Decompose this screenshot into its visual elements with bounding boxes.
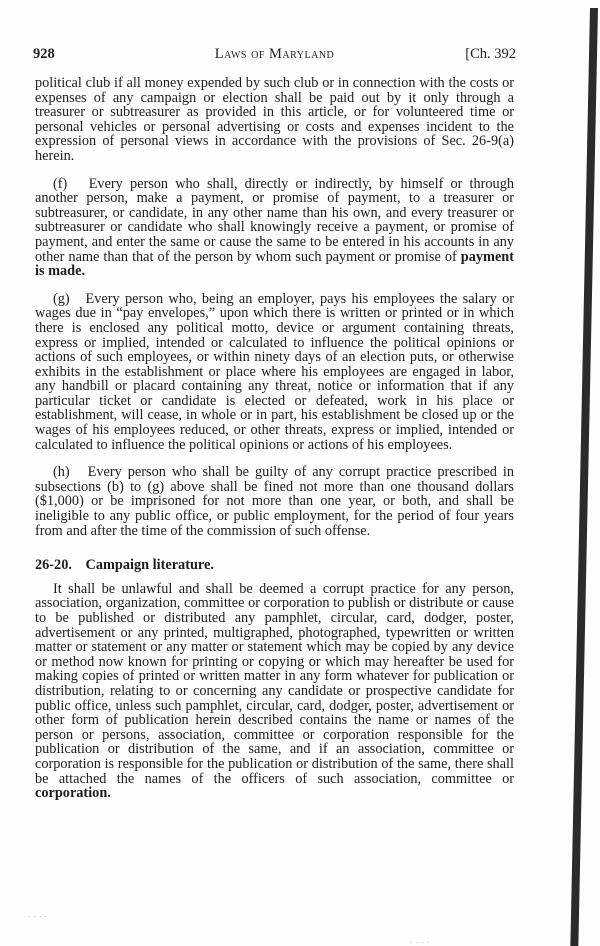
subsection-label: (g) <box>53 290 70 307</box>
paragraph-text-end: payment is made. <box>35 248 514 280</box>
paragraph-continuation <box>35 76 514 164</box>
paragraph-text: It shall be unlawful and shall be deemed a corrupt practice for any person, association, organization, committee or corporation to publish or distribute or cause to be published or distributed any pamphlet, circular, card, dodger, poster, advertisement or any printed, multigraphed, photographed, typewritten or written matter or statement or any matter or statement which may be copied by any device or method now known for printing or copying or which may hereafter be used for making copies of printed or written matter in any form whatever for publication or distribution, relating to or concerning any candidate or prospective candidate for public office, unless such pamphlet, circular, card, dodger, poster, advertisement or other form of publication herein described contains the name or names of the person or persons, association, committee or corporation responsible for the publication or distribution of the same, and if an association, committee or corporation is responsible for the publication or distribution of the same, there shall be attached the names of the officers of such association, committee or <box>35 580 514 787</box>
scan-artifact: .... <box>28 910 51 919</box>
paragraph-text: political club if all money expended by such club or in connection with the costs or expenses of any campaign or election shall be paid out by it only through a treasurer or subtreasurer as provided in this article, or for volunteered time or personal vehicles or personal advertising or costs and expenses incident to the expression of personal views in accordance with the provisions of Sec. 26-9(a) herein. <box>35 75 514 164</box>
page-number: 928 <box>33 46 55 62</box>
chapter-reference: [Ch. 392 <box>465 46 516 62</box>
paragraph-text: Every person who shall be guilty of any corrupt practice prescribed in subsections (b) to (g) above shall be fined not more than one thousand dollars ($1,000) or be imprisoned for not more than one year, or both, and shall be ineligible to any public office, or public employment, for the period of four years from and after the time of the commission of such offense. <box>35 464 514 539</box>
section-heading <box>35 558 514 573</box>
section-title: Campaign literature. <box>85 557 214 574</box>
paragraph-text: Every person who, being an employer, pays his employees the salary or wages due in “pay envelopes,” upon which there is written or printed or in which there is enclosed any political motto, device or argument containing threats, express or implied, intended or calculated to influence the political opinions or actions of such employees, or within ninety days of an election puts, or otherwise exhibits in the establishment or place where his employees are engaged in labor, any handbill or placard containing any threat, notice or information that if any particular ticket or candidate is elected or defeated, work in his place or establishment, will cease, in whole or in part, his establishment be closed up or the wages of his employees reduced, or other threats, express or implied, intended or calculated to influence the political opinions or actions of his employees. <box>35 290 514 453</box>
section-number: 26-20. <box>35 557 72 574</box>
running-title: Laws of Maryland <box>214 46 335 62</box>
running-head <box>33 46 516 64</box>
paragraph-subsection-f <box>35 177 514 279</box>
paragraph-text: Every person who shall, directly or indirectly, by himself or through another person, make a payment, or promise of payment, to a treasurer or subtreasurer, or candidate, in any other name than his own, and every treasurer or subtreasurer or candidate who shall knowingly receive a payment, or promise of payment, and enter the same or cause the same to be entered in his accounts in any other name than that of the person by whom such payment or promise of <box>35 175 514 265</box>
paragraph-subsection-g <box>35 292 514 453</box>
paragraph-text-end: corporation. <box>35 785 111 802</box>
paragraph-subsection-h <box>35 465 514 538</box>
subsection-label: (h) <box>53 464 70 481</box>
body-text <box>35 76 514 814</box>
page-binding-edge <box>570 8 598 946</box>
subsection-label: (f) <box>53 175 68 192</box>
paragraph-section-26-20 <box>35 582 514 801</box>
scan-artifact: .... <box>410 936 433 945</box>
